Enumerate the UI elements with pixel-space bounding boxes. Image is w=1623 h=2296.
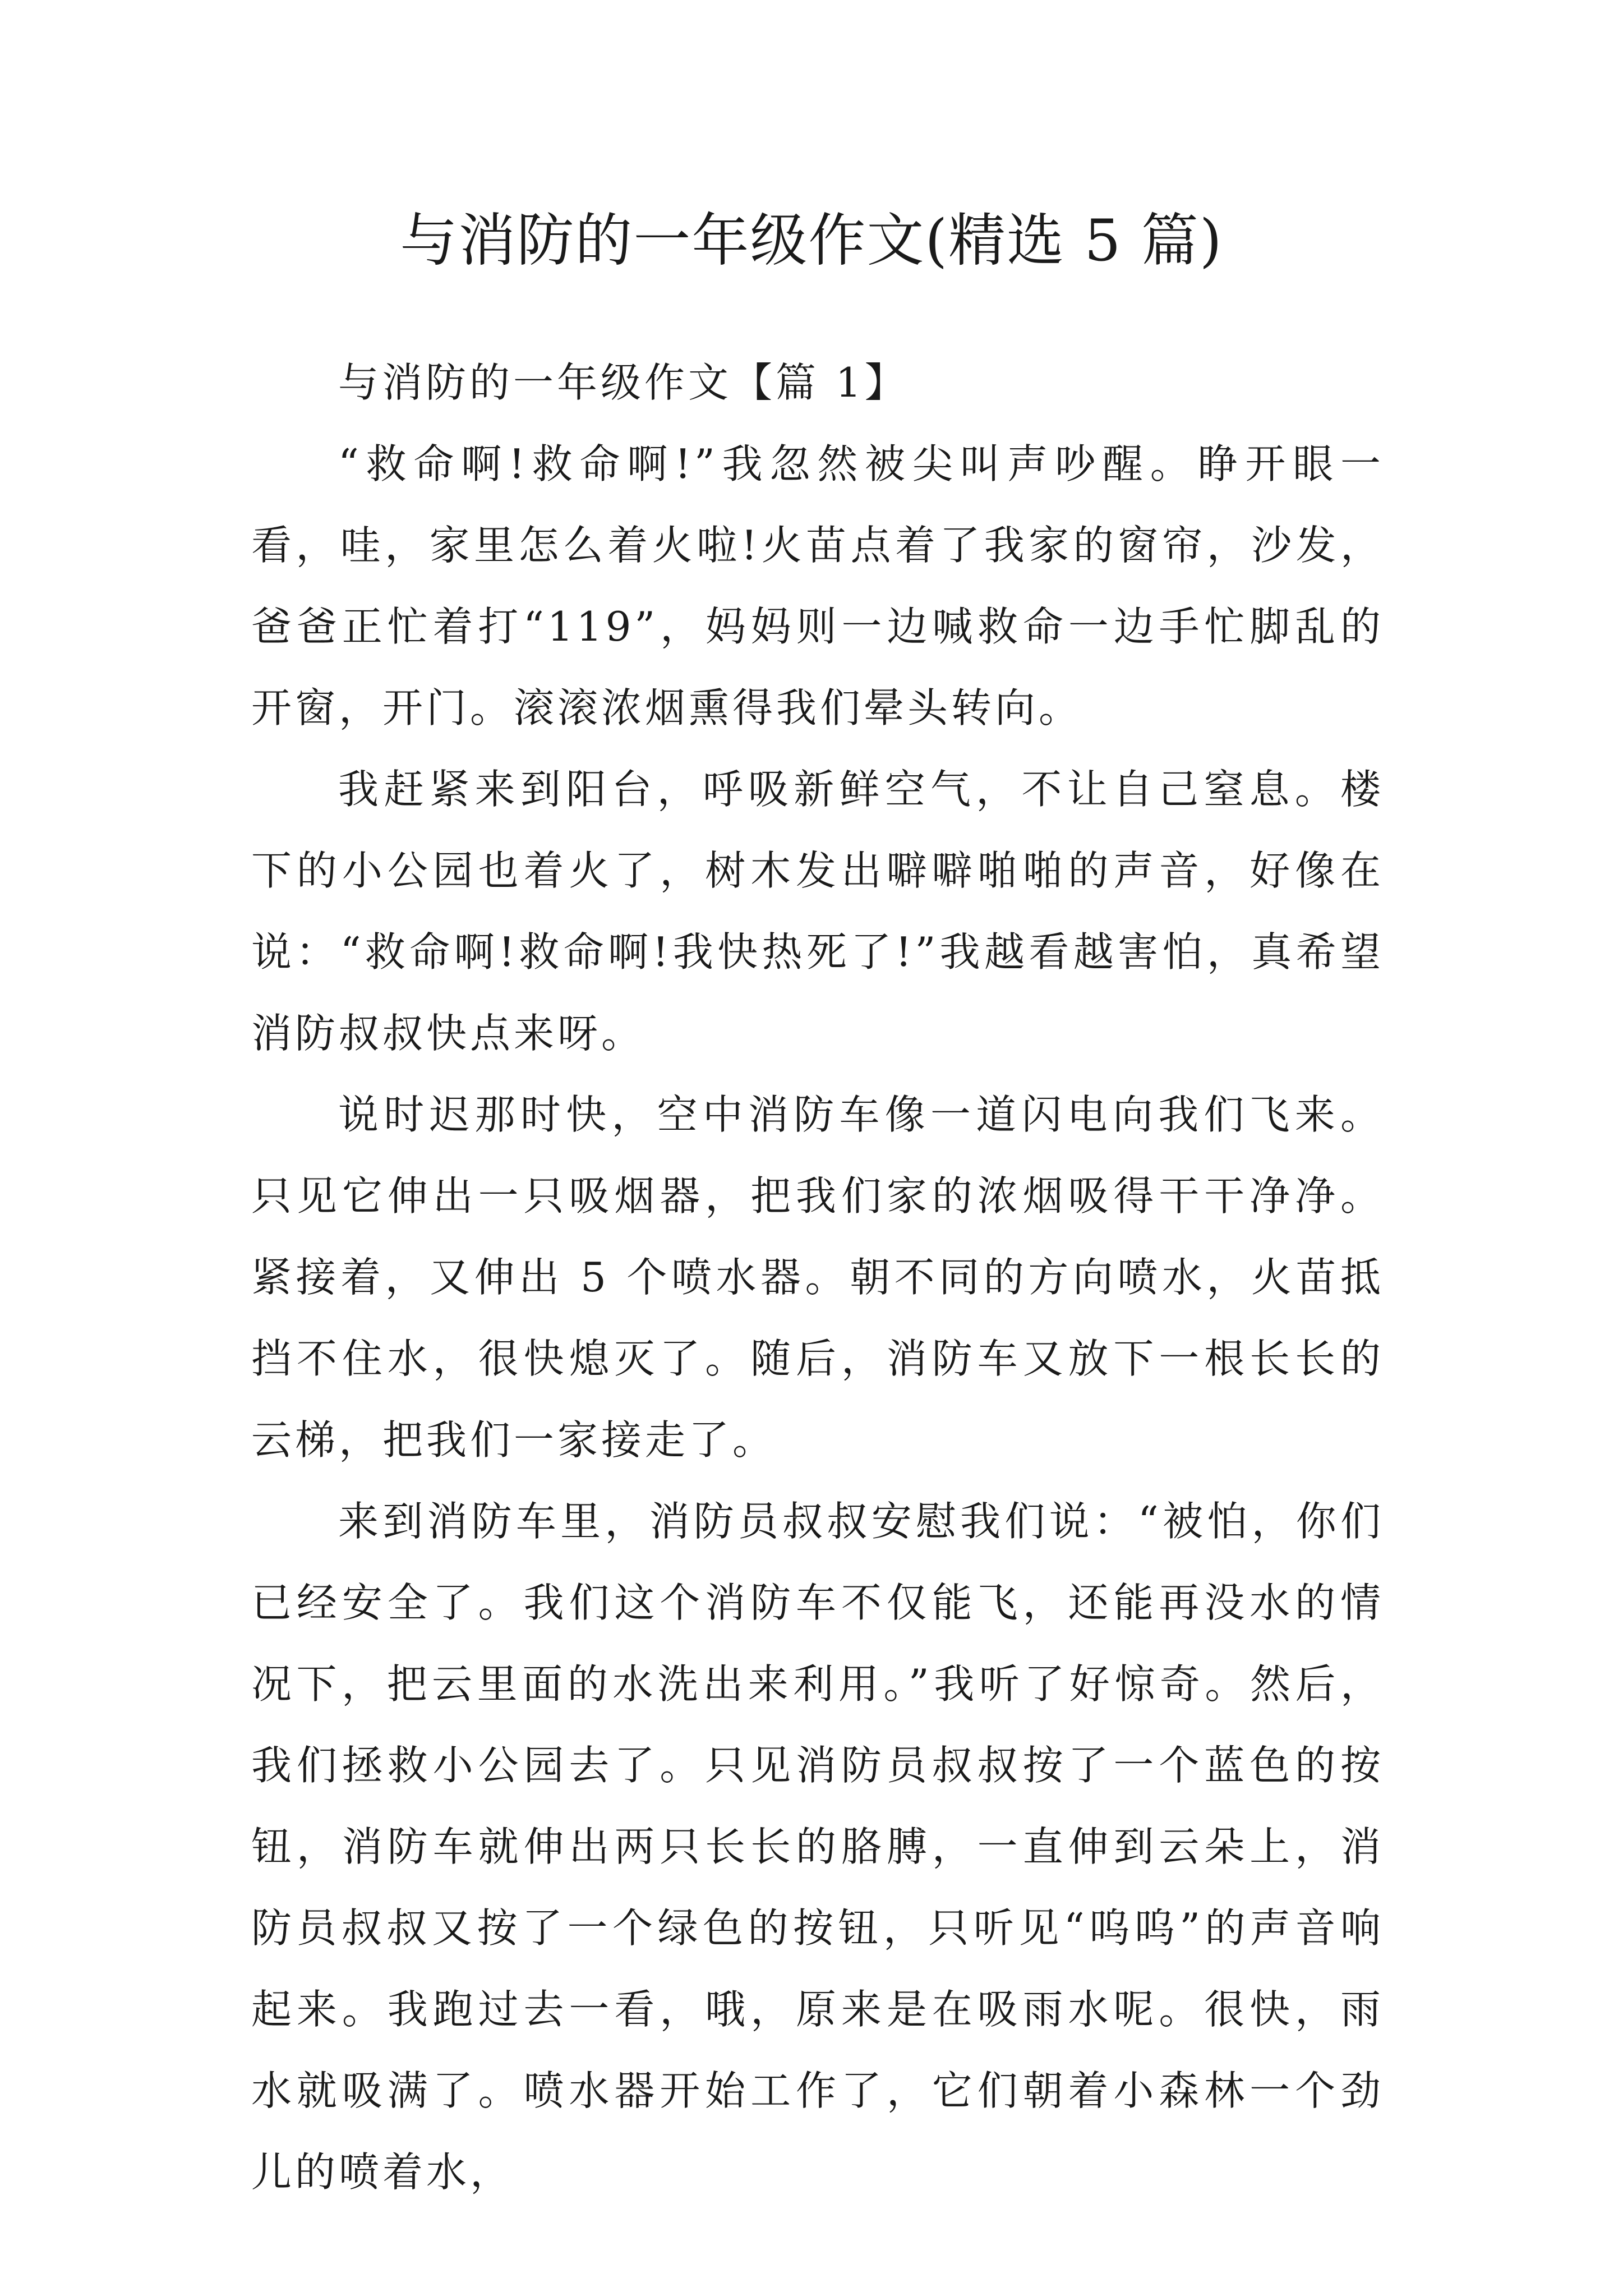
section-heading: 与消防的一年级作文【篇 1】 (338, 359, 909, 406)
document-body (251, 342, 1384, 2213)
document-title: 与消防的一年级作文(精选 5 篇) (400, 208, 1223, 274)
paragraph: “救命啊!救命啊!”我忽然被尖叫声吵醒。睁开眼一看，哇，家里怎么着火啦!火苗点着了我家的窗帘，沙发，爸爸正忙着打“119”，妈妈则一边喊救命一边手忙脚乱的开窗，开门。滚滚浓烟熏得我们晕头转向。 (251, 440, 1384, 731)
paragraph: 说时迟那时快，空中消防车像一道闪电向我们飞来。只见它伸出一只吸烟器，把我们家的浓烟吸得干干净净。紧接着，又伸出 5 个喷水器。朝不同的方向喷水，火苗抵挡不住水，很快熄灭了。随后，消防车又放下一根长长的云梯，把我们一家接走了。 (251, 1091, 1384, 1464)
paragraph: 我赶紧来到阳台，呼吸新鲜空气，不让自己窒息。楼下的小公园也着火了，树木发出噼噼啪啪的声音，好像在说：“救命啊!救命啊!我快热死了!”我越看越害怕，真希望消防叔叔快点来呀。 (251, 766, 1384, 1057)
paragraph: 来到消防车里，消防员叔叔安慰我们说：“被怕，你们已经安全了。我们这个消防车不仅能飞，还能再没水的情况下，把云里面的水洗出来利用。”我听了好惊奇。然后，我们拯救小公园去了。只见消防员叔叔按了一个蓝色的按钮，消防车就伸出两只长长的胳膊，一直伸到云朵上，消防员叔叔又按了一个绿色的按钮，只听见“呜呜”的声音响起来。我跑过去一看，哦，原来是在吸雨水呢。很快，雨水就吸满了。喷水器开始工作了，它们朝着小森林一个劲儿的喷着水， (251, 1498, 1384, 2196)
